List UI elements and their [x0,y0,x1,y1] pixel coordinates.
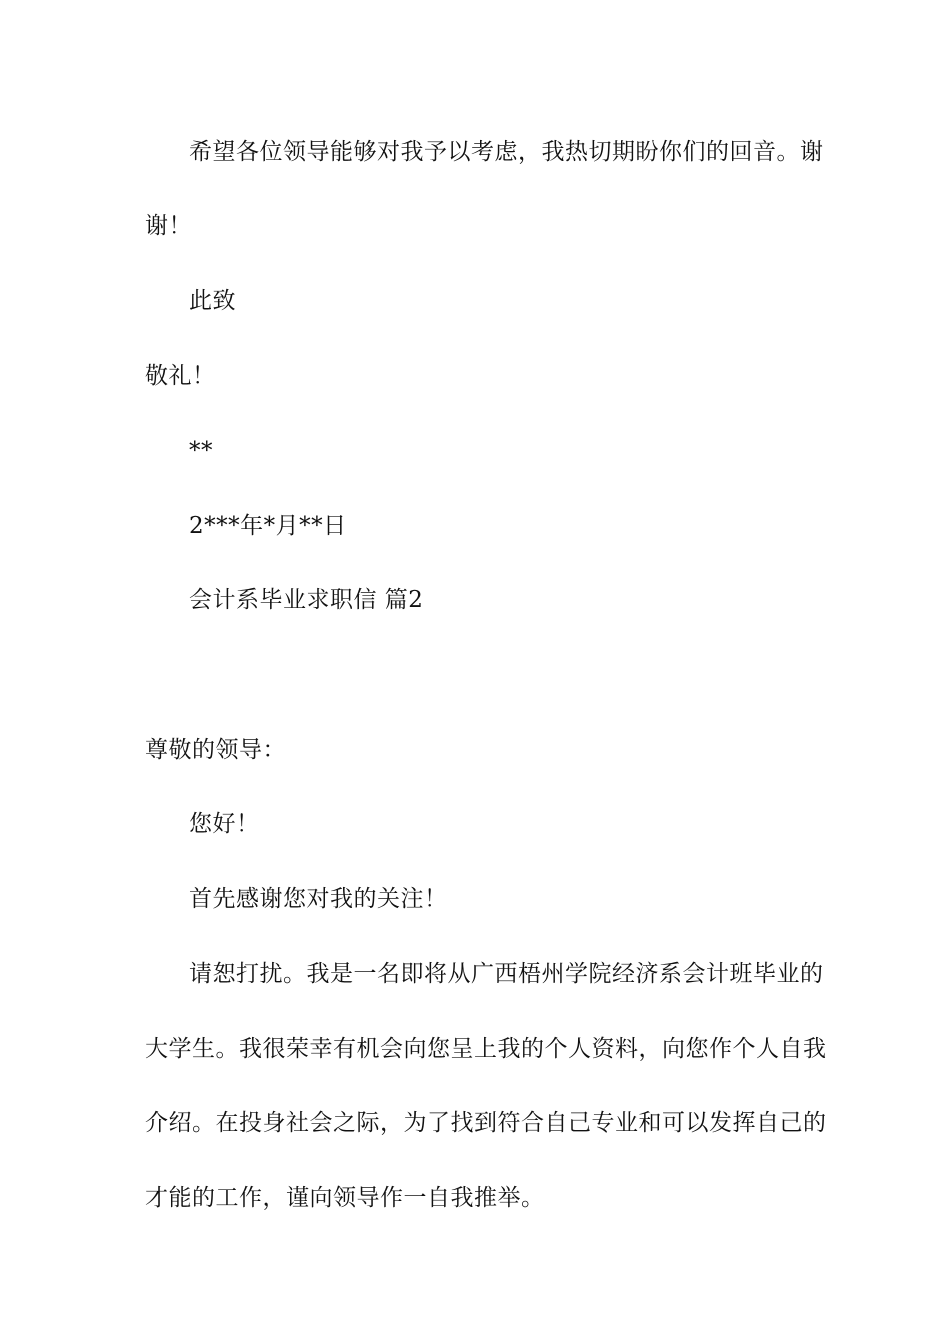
closing-phrase: 此致 [189,288,236,314]
greeting-recipient: 尊敬的领导： [145,737,286,763]
paragraph-line: 请恕打扰。我是一名即将从广西梧州学院经济系会计班毕业的 [189,961,824,987]
paragraph-line: 介绍。在投身社会之际，为了找到符合自己专业和可以发挥自己的 [145,1110,827,1136]
paragraph-line: 希望各位领导能够对我予以考虑，我热切期盼你们的回音。谢 [189,139,824,165]
greeting: 您好！ [189,811,260,837]
paragraph-line: 大学生。我很荣幸有机会向您呈上我的个人资料，向您作个人自我 [145,1036,827,1062]
signature-date: 2***年*月**日 [189,513,347,539]
salutation-closing: 敬礼！ [145,363,216,389]
paragraph-line: 首先感谢您对我的关注！ [189,886,448,912]
section-title: 会计系毕业求职信 篇2 [189,587,424,613]
paragraph-line: 谢！ [145,213,192,239]
paragraph-line: 才能的工作，谨向领导作一自我推举。 [145,1185,545,1211]
signature-name: ** [189,438,213,464]
